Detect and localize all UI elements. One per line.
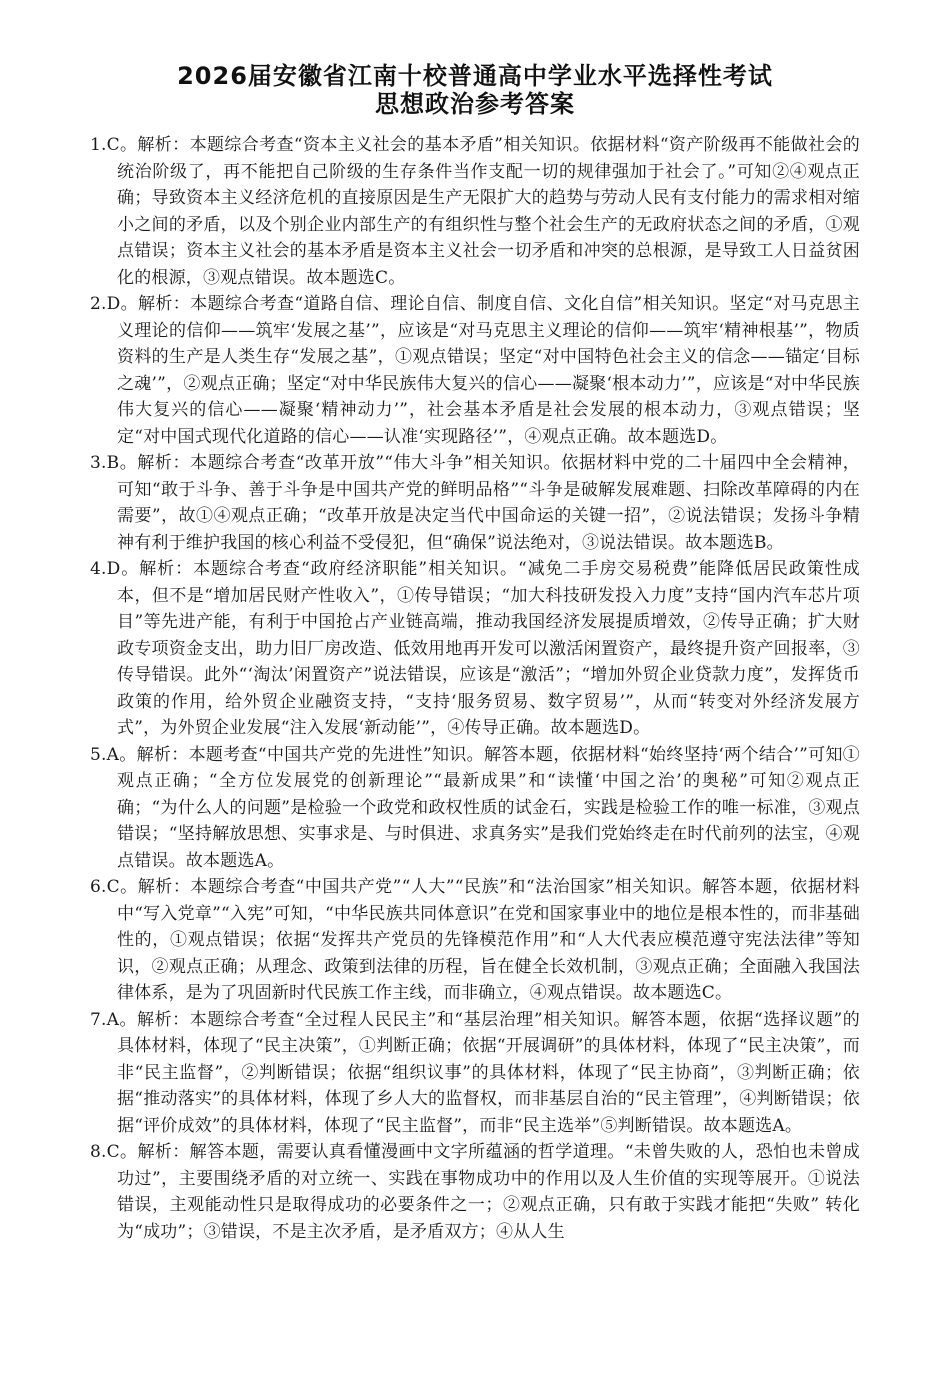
answer-item-3: 3.B。解析：本题综合考查“改革开放”“伟大斗争”相关知识。依据材料中党的二十届四中全会精神，可知“敢于斗争、善于斗争是中国共产党的鲜明品格”“斗争是破解发展难题、扫除改革障碍的内在需要”，故①④观点正确；“改革开放是决定当代中国命运的关键一招”，②说法错误；发扬斗争精神有利于维护我国的核心利益不受侵犯，但“确保”说法绝对，③说法错误。故本题选B。 <box>90 453 860 553</box>
answer-item-5: 5.A。解析：本题考查“中国共产党的先进性”知识。解答本题，依据材料“始终坚持‘两个结合’”可知①观点正确；“全方位发展党的创新理论”“最新成果”和“读懂‘中国之治’的奥秘”可知②观点正确；“为什么人的问题”是检验一个政党和政权性质的试金石，实践是检验工作的唯一标准，③观点错误；“坚持解放思想、实事求是、与时俱进、求真务实”是我们党始终走在时代前列的法宝，④观点错误。故本题选A。 <box>90 744 860 871</box>
title-block <box>0 62 950 118</box>
answer-item-4: 4.D。解析：本题综合考查“政府经济职能”相关知识。“减免二手房交易税费”能降低居民政策性成本，但不是“增加居民财产性收入”，①传导错误；“加大科技研发投入力度”支持“国内汽车芯片项目”等先进产能，有利于中国抢占产业链高端，推动我国经济发展提质增效，②传导正确；扩大财政专项资金支出，助力旧厂房改造、低效用地再开发可以激活闲置资产，最终提升资产回报率，③传导错误。此外“‘淘汰’闲置资产”说法错误，应该是“激活”；“增加外贸企业贷款力度”，发挥货币政策的作用，给外贸企业融资支持，“支持‘服务贸易、数字贸易’”，从而“转变对外经济发展方式”，为外贸企业发展“注入发展‘新动能’”，④传导正确。故本题选D。 <box>90 559 860 738</box>
answer-item-8: 8.C。解析：解答本题，需要认真看懂漫画中文字所蕴涵的哲学道理。“未曾失败的人，恐怕也未曾成功过”，主要围绕矛盾的对立统一、实践在事物成功中的作用以及人生价值的实现等展开。①说法错误，主观能动性只是取得成功的必要条件之一；②观点正确，只有敢于实践才能把“失败” 转化为“成功”；③错误，不是主次矛盾，是矛盾双方；④从人生 <box>90 1142 860 1242</box>
answer-list <box>90 132 860 1245</box>
answer-item-7: 7.A。解析：本题综合考查“全过程人民民主”和“基层治理”相关知识。解答本题，依据“选择议题”的具体材料，体现了“民主决策”，①判断正确；依据“开展调研”的具体材料，体现了“民主决策”，而非“民主监督”，②判断错误；依据“组织议事”的具体材料，体现了“民主协商”，③判断正确；依据“推动落实”的具体材料，体现了乡人大的监督权，而非基层自治的“民主管理”，④判断错误；依据“评价成效”的具体材料，体现了“民主监督”，而非“民主选举”⑤判断错误。故本题选A。 <box>90 1009 860 1136</box>
document-subtitle: 思想政治参考答案 <box>375 90 575 118</box>
answer-item-6: 6.C。解析：本题综合考查“中国共产党”“人大”“民族”和“法治国家”相关知识。解答本题，依据材料中“写入党章”“入宪”可知，“中华民族共同体意识”在党和国家事业中的地位是根本性的，而非基础性的，①观点错误；依据“发挥共产党员的先锋模范作用”和“人大代表应模范遵守宪法法律”等知识，②观点正确；从理念、政策到法律的历程，旨在健全长效机制，③观点正确；全面融入我国法律体系，是为了巩固新时代民族工作主线，而非确立，④观点错误。故本题选C。 <box>90 877 860 1003</box>
document-title: 2026届安徽省江南十校普通高中学业水平选择性考试 <box>177 62 773 90</box>
answer-item-1: 1.C。解析：本题综合考查“资本主义社会的基本矛盾”相关知识。依据材料“资产阶级再不能做社会的统治阶级了，再不能把自己阶级的生存条件当作支配一切的规律强加于社会了。”可知②④观点正确；导致资本主义经济危机的直接原因是生产无限扩大的趋势与劳动人民有支付能力的需求相对缩小之间的矛盾，以及个别企业内部生产的有组织性与整个社会生产的无政府状态之间的矛盾，①观点错误；资本主义社会的基本矛盾是资本主义社会一切矛盾和冲突的总根源，是导致工人日益贫困化的根源，③观点错误。故本题选C。 <box>90 135 860 288</box>
answer-item-2: 2.D。解析：本题综合考查“道路自信、理论自信、制度自信、文化自信”相关知识。坚定“对马克思主义理论的信仰——筑牢‘发展之基’”，应该是“对马克思主义理论的信仰——筑牢‘精神根基’”，物质资料的生产是人类生存“发展之基”，①观点错误；坚定“对中国特色社会主义的信念——锚定‘目标之魂’”，②观点正确；坚定“对中华民族伟大复兴的信心——凝聚‘根本动力’”，应该是“对中华民族伟大复兴的信心——凝聚‘精神动力’”，社会基本矛盾是社会发展的根本动力，③观点错误；坚定“对中国式现代化道路的信心——认准‘实现路径’”，④观点正确。故本题选D。 <box>90 294 860 447</box>
